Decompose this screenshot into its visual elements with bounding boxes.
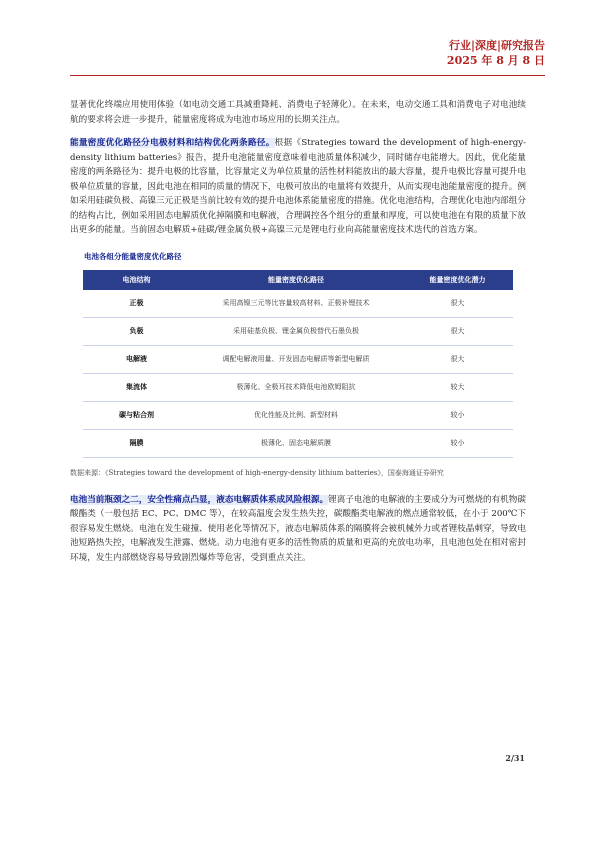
table-header-row <box>83 270 513 290</box>
cell-potential: 较小 <box>402 430 513 458</box>
table-row <box>83 318 513 346</box>
table-row <box>83 290 513 318</box>
cell-structure: 集流体 <box>83 374 190 402</box>
paragraph-3-body: 锂离子电池的电解液的主要成分为可燃烧的有机物碳酸酯类（一般包括 EC、PC、DMC 等），在较高温度会发生热失控，碳酸酯类电解液的燃点通常较低，在小于 200℃下很容易发生燃烧。电池在发生碰撞、使用老化等情况下，液态电解质体系的隔膜将会被机械外力或者锂枝晶刺穿，导致电池短路热失控，电解液发生泄露、燃烧。动力电池有更多的活性物质的质量和更高的充放电功率，且电池包处在相对密封环境，发生内部燃烧容易导致剧烈爆炸等危害，受到重点关注。 <box>70 494 526 563</box>
cell-structure: 正极 <box>83 290 190 318</box>
paragraph-3 <box>70 493 526 566</box>
col-header-path: 能量密度优化路径 <box>190 270 402 290</box>
cell-path: 极薄化、固态电解质膜 <box>190 430 402 458</box>
paragraph-2 <box>70 136 526 238</box>
cell-structure: 隔膜 <box>83 430 190 458</box>
cell-path: 采用高镍三元等比容量较高材料、正极补锂技术 <box>190 290 402 318</box>
cell-structure: 电解液 <box>83 346 190 374</box>
table-source: 数据来源：《Strategies toward the development of high-energy-density lithium batteries》，国泰海通证券研究 <box>70 469 444 477</box>
cell-path: 极薄化、全极耳技术降低电池欧姆阻抗 <box>190 374 402 402</box>
paragraph-2-body: 根据《Strategies toward the development of high-energy-density lithium batteries》报告，提升电池能量密度意味着电池质量体积减少，同时储存电能增大。因此，优化能量密度的两条路径为：提升电极的比容量，比容量定义为单位质量的活性材料能放出的最大容量，提升电极比容量可提升电极单位质量的容量，因此电池在相同的质量的情况下，电极可放出的电量将有效提升，从而实现电池能量密度的提升。例如采用硅碳负极、高镍三元正极是当前比较有效的提升电池体系能量密度的措施。优化电池结构，合理优化电池内部组分的结构占比，例如采用固态电解质优化掉隔膜和电解液，合理调控各个组分的重量和厚度，可以使电池在有限的质量下放出更多的能量。当前固态电解质+硅碳/锂金属负极+高镍三元是锂电行业向高能量密度技术迭代的首选方案。 <box>70 138 526 235</box>
header-divider <box>70 75 545 76</box>
paragraph-1: 显著优化终端应用使用体验（如电动交通工具减重降耗、消费电子轻薄化）。在未来，电动交通工具和消费电子对电池续航的要求将会进一步提升，能量密度将成为电池市场应用的长期关注点。 <box>70 100 526 125</box>
cell-potential: 较小 <box>402 402 513 430</box>
cell-path: 采用硅基负极、锂金属负极替代石墨负极 <box>190 318 402 346</box>
report-date: 2025 年 8 月 8 日 <box>446 54 545 67</box>
cell-potential: 较大 <box>402 374 513 402</box>
cell-path: 优化性能及比例、新型材料 <box>190 402 402 430</box>
paragraph-3-highlight: 电池当前瓶颈之二，安全性痛点凸显，液态电解质体系成风险根源。 <box>70 494 329 505</box>
report-type: 行业|深度|研究报告 <box>448 39 545 52</box>
cell-path: 调配电解液用量、开发固态电解质等新型电解质 <box>190 346 402 374</box>
energy-density-table <box>83 270 513 458</box>
table-row <box>83 430 513 458</box>
report-header <box>447 38 545 68</box>
page-number: 2/31 <box>505 753 525 763</box>
cell-structure: 碳与粘合剂 <box>83 402 190 430</box>
cell-potential: 很大 <box>402 318 513 346</box>
table-row <box>83 346 513 374</box>
table-row <box>83 374 513 402</box>
report-body <box>70 98 526 574</box>
table-row <box>83 402 513 430</box>
table-title: 电池各组分能量密度优化路径 <box>84 251 182 261</box>
cell-structure: 负极 <box>83 318 190 346</box>
cell-potential: 很大 <box>402 290 513 318</box>
col-header-structure: 电池结构 <box>83 270 190 290</box>
col-header-potential: 能量密度优化潜力 <box>402 270 513 290</box>
paragraph-2-highlight: 能量密度优化路径分电极材料和结构优化两条路径。 <box>70 138 275 148</box>
cell-potential: 很大 <box>402 346 513 374</box>
